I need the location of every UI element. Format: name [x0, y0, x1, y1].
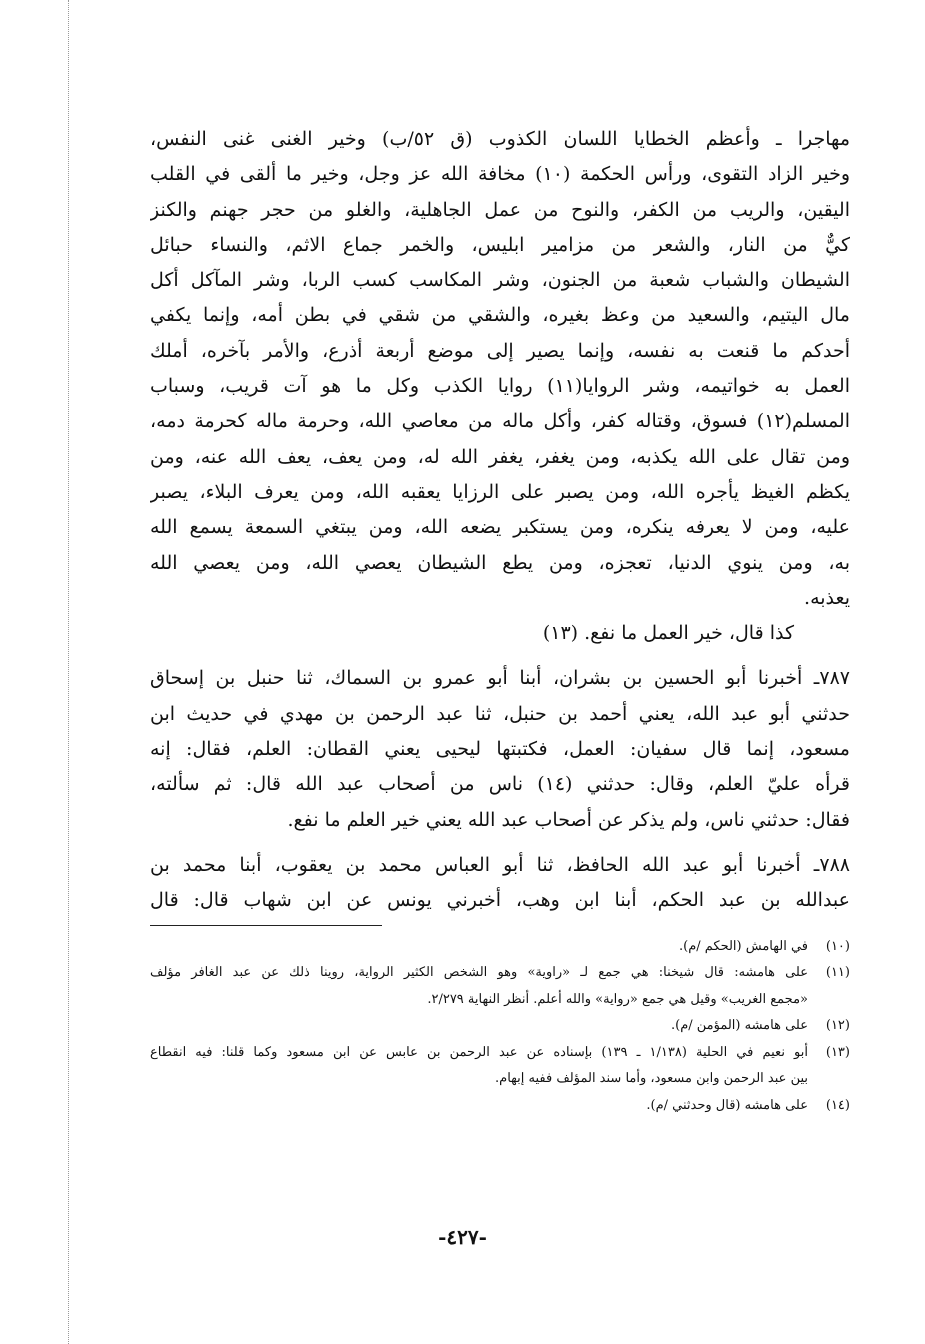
footnote-text: على هامشه: قال شيخنا: هي جمع لـ «راوية» وهو الشخص الكثير الرواية، روينا ذلك عن عبد الغافر مؤلف: [150, 965, 808, 981]
text-line: أحدكم ما قنعت به نفسه، وإنما يصير إلى موضع أربعة أذرع، والأمر بآخره، أملك: [150, 339, 850, 362]
text-line: مال اليتيم، والسعيد من وعظ بغيره، والشقي من شقي في بطن أمه، وإنما يكفي: [150, 304, 850, 327]
footnote-text: على هامشه (المؤمن /م).: [670, 1018, 808, 1034]
text-line: فقال: حدثني ناس، ولم يذكر عن أصحاب عبد الله يعني خير العلم ما نفع.: [287, 808, 850, 831]
footnote-text: «مجمع الغريب» وقيل هي جمع «رواية» والله أعلم. أنظر النهاية ٢/٢٧٩.: [427, 991, 808, 1007]
main-text: [150, 122, 850, 651]
footnote-number: (١١): [825, 965, 850, 981]
footnote-number: (١٣): [825, 1044, 850, 1060]
text-line: حدثني أبو عبد الله، يعني أحمد بن حنبل، ثنا عبد الرحمن بن مهدي في حديث ابن: [150, 702, 850, 725]
footnote-number: (١٢): [825, 1018, 850, 1034]
footnote-text: على هامشه (قال وحدثني /م).: [646, 1097, 808, 1113]
text-line: ومن تقال على الله يكذبه، ومن يغفر، يغفر الله له، ومن يعف، يعف الله عنه، ومن: [150, 445, 850, 468]
text-line: مسعود، إنما قال سفيان: العمل، فكتبتها ليحيى يعني القطان: العلم، فقال: إنه: [150, 738, 850, 761]
text-line: عبدالله بن عبد الحكم، أبنا ابن وهب، أخبرني يونس عن ابن شهاب قال: قال: [150, 889, 850, 912]
footnote-separator: [150, 925, 382, 926]
footnote: [150, 1013, 850, 1040]
text-line: الشيطان والشباب شعبة من الجنون، وشر المكاسب كسب الربا، وشر المآكل أكل: [150, 269, 850, 292]
footnote-number: (١٠): [825, 938, 850, 954]
footnote-continuation: [150, 987, 850, 1014]
footnote: [150, 1093, 850, 1120]
text-line: المسلم(١٢) فسوق، وقتاله كفر، وأكل ماله من معاصي الله، وحرمة ماله كحرمة دمه،: [150, 410, 850, 433]
footnote: [150, 1040, 850, 1067]
text-line: قرأه عليّ العلم، وقال: حدثني (١٤) ناس من أصحاب عبد الله قال: ثم سألته،: [150, 773, 850, 796]
page-number: -٤٢٧-: [438, 1225, 487, 1249]
footnote-continuation: [150, 1066, 850, 1093]
page-content: [150, 122, 850, 1119]
text-line: به، ومن ينوي الدنيا، تعجزه، ومن يطع الشيطان يعصي الله، ومن يعصي الله: [150, 551, 850, 574]
footnote: [150, 960, 850, 987]
footnote-text: أبو نعيم في الحلية (١/١٣٨ ـ ١٣٩) بإسناده عن عبد الرحمن بن عابس عن ابن مسعود وكما قلنا: فيه انقطاع: [150, 1044, 808, 1060]
text-line: كيٌّ من النار، والشعر من مزامير ابليس، والخمر جماع الاثم، والنساء حبائل: [150, 233, 850, 256]
hadith-787: [150, 661, 850, 837]
text-line: وخير الزاد التقوى، ورأس الحكمة (١٠) مخافة الله عز وجل، وخير ما ألقى في القلب: [150, 163, 850, 186]
footnote-number: (١٤): [825, 1097, 850, 1113]
text-line: يكظم الغيظ يأجره الله، ومن يصبر على الرزايا يعقبه الله، ومن يعرف البلاء، يصبر: [150, 480, 850, 503]
page-edge: [68, 0, 69, 1344]
text-line: مهاجرا ـ وأعظم الخطايا اللسان الكذوب (ق ٥٢/ب) وخير الغنى غنى النفس،: [150, 128, 850, 150]
hadith-788: [150, 848, 850, 919]
footnote: [150, 934, 850, 961]
text-line: يعذبه.: [804, 586, 850, 609]
footnote-text: في الهامش (الحكم /م).: [678, 938, 808, 954]
footnotes: [150, 934, 850, 1120]
text-line: ٧٨٧ـ أخبرنا أبو الحسين بن بشران، أبنا أبو عمرو بن السماك، ثنا حنبل بن إسحاق: [150, 667, 850, 690]
text-line: العمل به خواتيمه، وشر الروايا(١١) روايا الكذب وكل ما هو آت قريب، وسباب: [150, 375, 850, 398]
text-line: عليه، ومن لا يعرفه ينكره، ومن يستكبر يضعه الله، ومن يبتغي السمعة يسمع الله: [150, 516, 850, 539]
footnote-text: بين عبد الرحمن وابن مسعود، وأما سند المؤلف ففيه إبهام.: [495, 1071, 808, 1087]
text-line: اليقين، والريب من الكفر، والنوح من عمل الجاهلية، والغلو من حجر جهنم والكنز: [150, 198, 850, 221]
text-line: ٧٨٨ـ أخبرنا أبو عبد الله الحافظ، ثنا أبو العباس محمد بن يعقوب، أبنا محمد بن: [150, 853, 850, 876]
closing-line: كذا قال، خير العمل ما نفع. (١٣): [542, 622, 794, 645]
